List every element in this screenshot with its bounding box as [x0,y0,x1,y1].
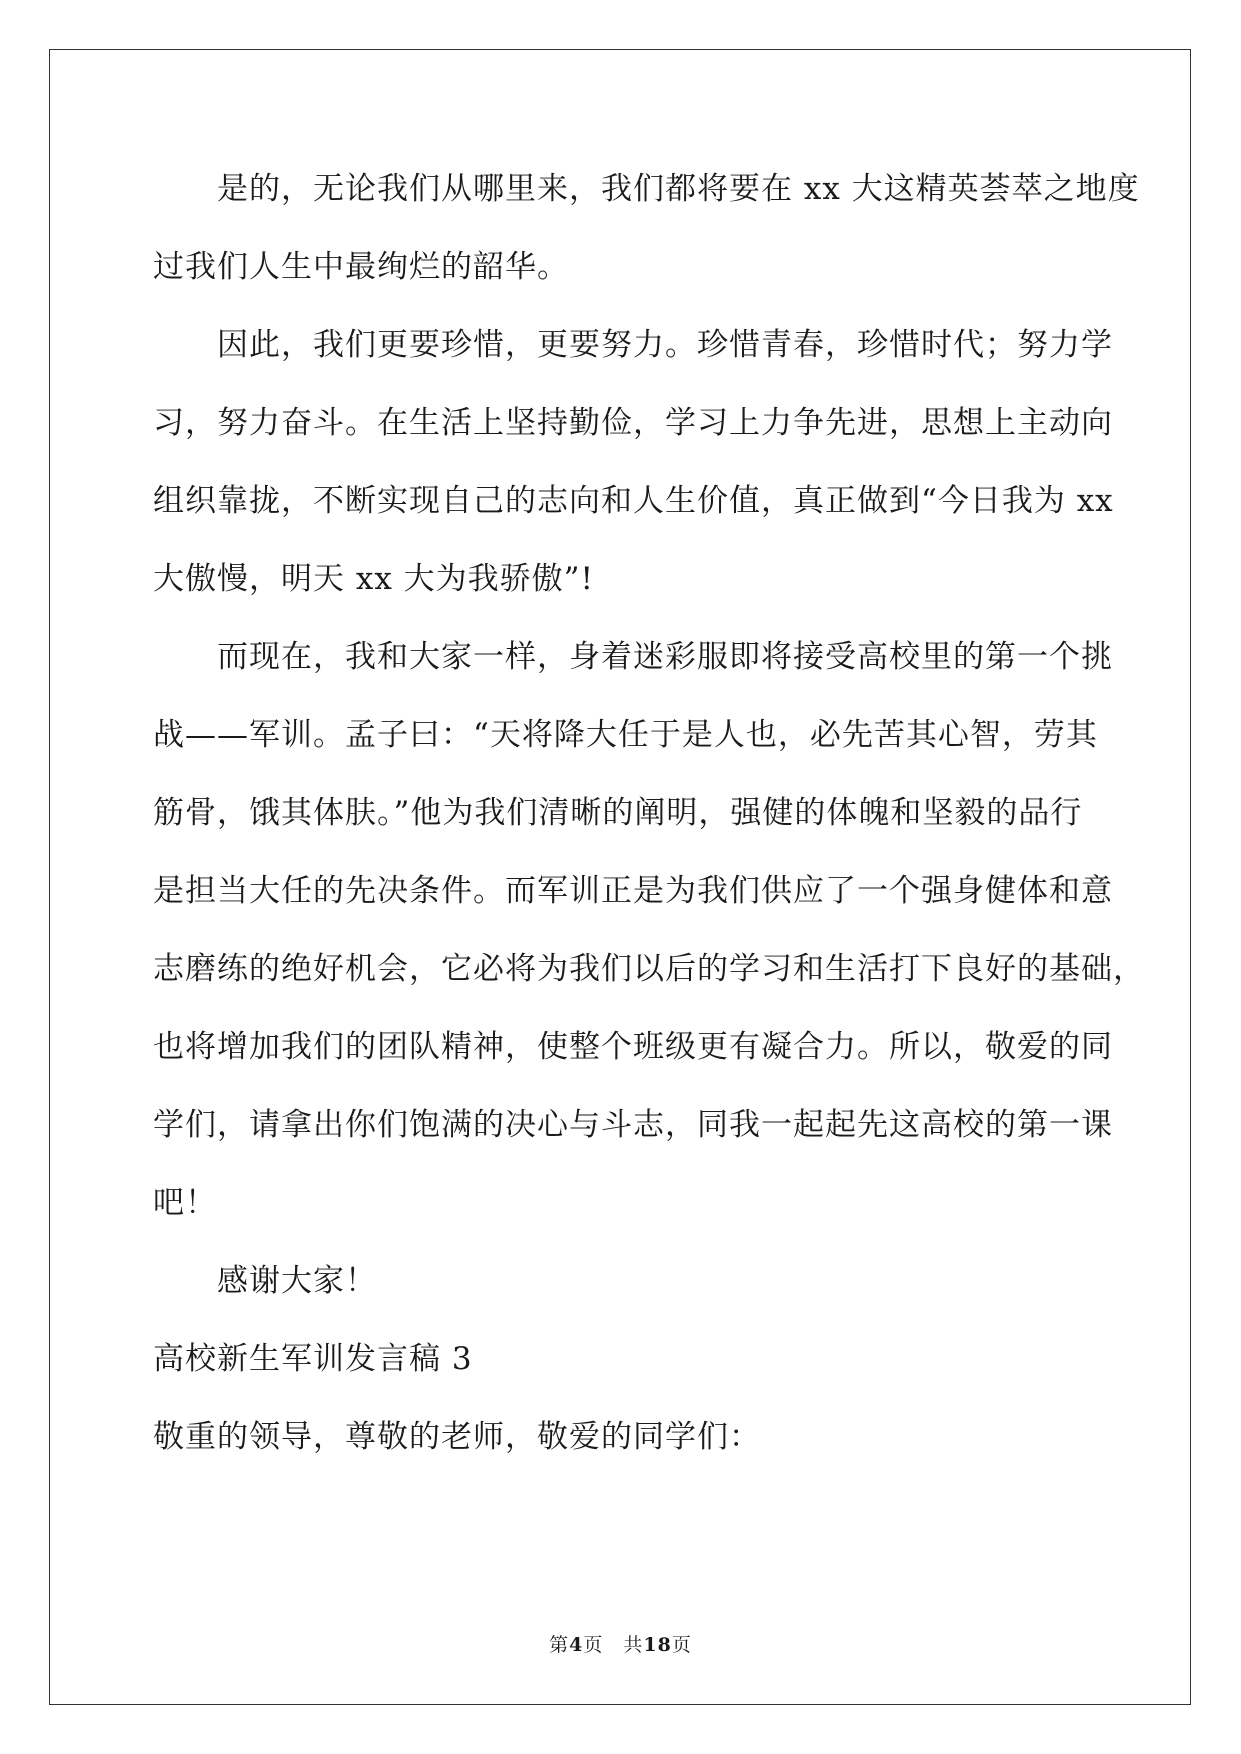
document-body [153,150,1145,1476]
salutation-line: 敬重的领导，尊敬的老师，敬爱的同学们： [153,1419,761,1455]
paragraph-line: 学们，请拿出你们饱满的决心与斗志，同我一起起先这高校的第一课 [153,1107,1113,1143]
page-current: 4 [569,1634,584,1656]
paragraph-line: 而现在，我和大家一样，身着迷彩服即将接受高校里的第一个挑 [217,639,1113,675]
page-number-footer [0,1630,1241,1657]
page-mid: 页 共 [583,1634,644,1656]
paragraph-line: 是担当大任的先决条件。而军训正是为我们供应了一个强身健体和意 [153,873,1113,909]
paragraph-line: 过我们人生中最绚烂的韶华。 [153,249,569,285]
paragraph-line: 习，努力奋斗。在生活上坚持勤俭，学习上力争先进，思想上主动向 [153,405,1113,441]
paragraph-line: 也将增加我们的团队精神，使整个班级更有凝合力。所以，敬爱的同 [153,1029,1113,1065]
paragraph-line: 战——军训。孟子曰：“天将降大任于是人也，必先苦其心智，劳其 [153,717,1098,753]
paragraph-line: 组织靠拢，不断实现自己的志向和人生价值，真正做到“今日我为 xx [153,483,1114,519]
paragraph-line: 筋骨，饿其体肤。”他为我们清晰的阐明，强健的体魄和坚毅的品行 [153,795,1083,831]
paragraph-line: 志磨练的绝好机会，它必将为我们以后的学习和生活打下良好的基础， [153,951,1145,987]
section-heading: 高校新生军训发言稿 3 [153,1341,473,1377]
paragraph-line: 大傲慢，明天 xx 大为我骄傲”! [153,561,594,597]
page-suffix: 页 [671,1634,692,1656]
page-total: 18 [643,1634,672,1656]
page-prefix: 第 [549,1634,570,1656]
paragraph-line: 因此，我们更要珍惜，更要努力。珍惜青春，珍惜时代；努力学 [217,327,1113,363]
paragraph-line: 是的，无论我们从哪里来，我们都将要在 xx 大这精英荟萃之地度 [217,171,1140,207]
paragraph-line: 感谢大家！ [217,1263,377,1299]
paragraph-line: 吧！ [153,1185,217,1221]
